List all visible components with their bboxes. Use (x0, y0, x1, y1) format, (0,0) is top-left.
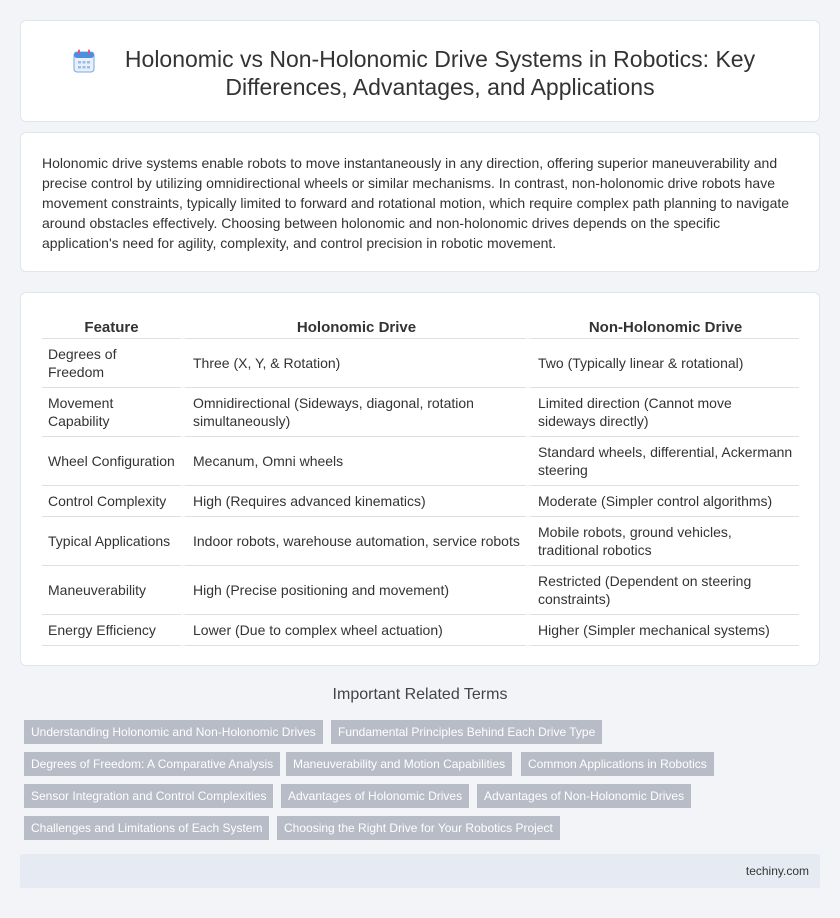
table-header-row (42, 313, 799, 339)
intro-paragraph: Holonomic drive systems enable robots to move instantaneously in any direction, offering superior maneuverability and precise control by utilizing omnidirectional wheels or similar mechanisms. In contrast, non-holonomic drive robots have movement constraints, typically limited to forward and rotational motion, which require complex path planning to navigate around obstacles effectively. Choosing between holonomic and non-holonomic drives depends on the specific application's need for agility, complexity, and control precision in robotic movement. (42, 155, 790, 251)
table-row (42, 339, 799, 388)
table-cell: Lower (Due to complex wheel actuation) (181, 615, 526, 646)
table-cell: Restricted (Dependent on steering constraints) (526, 566, 799, 615)
related-term-link[interactable]: Understanding Holonomic and Non-Holonomic Drives (24, 720, 323, 744)
related-term-link[interactable]: Advantages of Holonomic Drives (281, 784, 469, 808)
table-cell: High (Requires advanced kinematics) (181, 486, 526, 517)
table-cell: Control Complexity (42, 486, 181, 517)
related-term-link[interactable]: Choosing the Right Drive for Your Robotics Project (277, 816, 560, 840)
related-term-link[interactable]: Common Applications in Robotics (521, 752, 714, 776)
footer (20, 854, 820, 888)
related-term-link[interactable]: Sensor Integration and Control Complexities (24, 784, 273, 808)
table-cell: Moderate (Simpler control algorithms) (526, 486, 799, 517)
table-cell: Movement Capability (42, 388, 181, 437)
table-cell: Limited direction (Cannot move sideways directly) (526, 388, 799, 437)
table-row (42, 388, 799, 437)
calendar-icon (73, 49, 95, 73)
related-term-link[interactable]: Fundamental Principles Behind Each Drive Type (331, 720, 602, 744)
related-term-link[interactable]: Challenges and Limitations of Each System (24, 816, 269, 840)
comparison-card (20, 292, 820, 666)
table-cell: Degrees of Freedom (42, 339, 181, 388)
table-row (42, 486, 799, 517)
table-cell: Higher (Simpler mechanical systems) (526, 615, 799, 646)
table-cell: Typical Applications (42, 517, 181, 566)
header-non-holonomic: Non-Holonomic Drive (526, 313, 799, 339)
table-row (42, 566, 799, 615)
page-title: Holonomic vs Non-Holonomic Drive Systems in Robotics: Key Differences, Advantages, and Applications (124, 46, 756, 100)
table-cell: Mobile robots, ground vehicles, traditional robotics (526, 517, 799, 566)
title-card (20, 20, 820, 122)
related-term-link[interactable]: Maneuverability and Motion Capabilities (286, 752, 512, 776)
table-cell: Omnidirectional (Sideways, diagonal, rotation simultaneously) (181, 388, 526, 437)
table-cell: Maneuverability (42, 566, 181, 615)
footer-site-name: techiny.com (745, 864, 809, 878)
table-cell: Wheel Configuration (42, 437, 181, 486)
table-cell: Indoor robots, warehouse automation, service robots (181, 517, 526, 566)
intro-card (20, 132, 820, 272)
table-cell: Mecanum, Omni wheels (181, 437, 526, 486)
table-cell: Energy Efficiency (42, 615, 181, 646)
table-cell: High (Precise positioning and movement) (181, 566, 526, 615)
table-cell: Standard wheels, differential, Ackermann steering (526, 437, 799, 486)
related-term-link[interactable]: Advantages of Non-Holonomic Drives (477, 784, 691, 808)
table-cell: Three (X, Y, & Rotation) (181, 339, 526, 388)
table-row (42, 437, 799, 486)
table-row (42, 517, 799, 566)
header-holonomic: Holonomic Drive (181, 313, 526, 339)
table-row (42, 615, 799, 646)
title-wrap (21, 45, 819, 101)
table-cell: Two (Typically linear & rotational) (526, 339, 799, 388)
related-term-link[interactable]: Degrees of Freedom: A Comparative Analysis (24, 752, 280, 776)
comparison-table (42, 313, 799, 646)
header-feature: Feature (42, 313, 181, 339)
related-terms-title: Important Related Terms (332, 686, 508, 703)
